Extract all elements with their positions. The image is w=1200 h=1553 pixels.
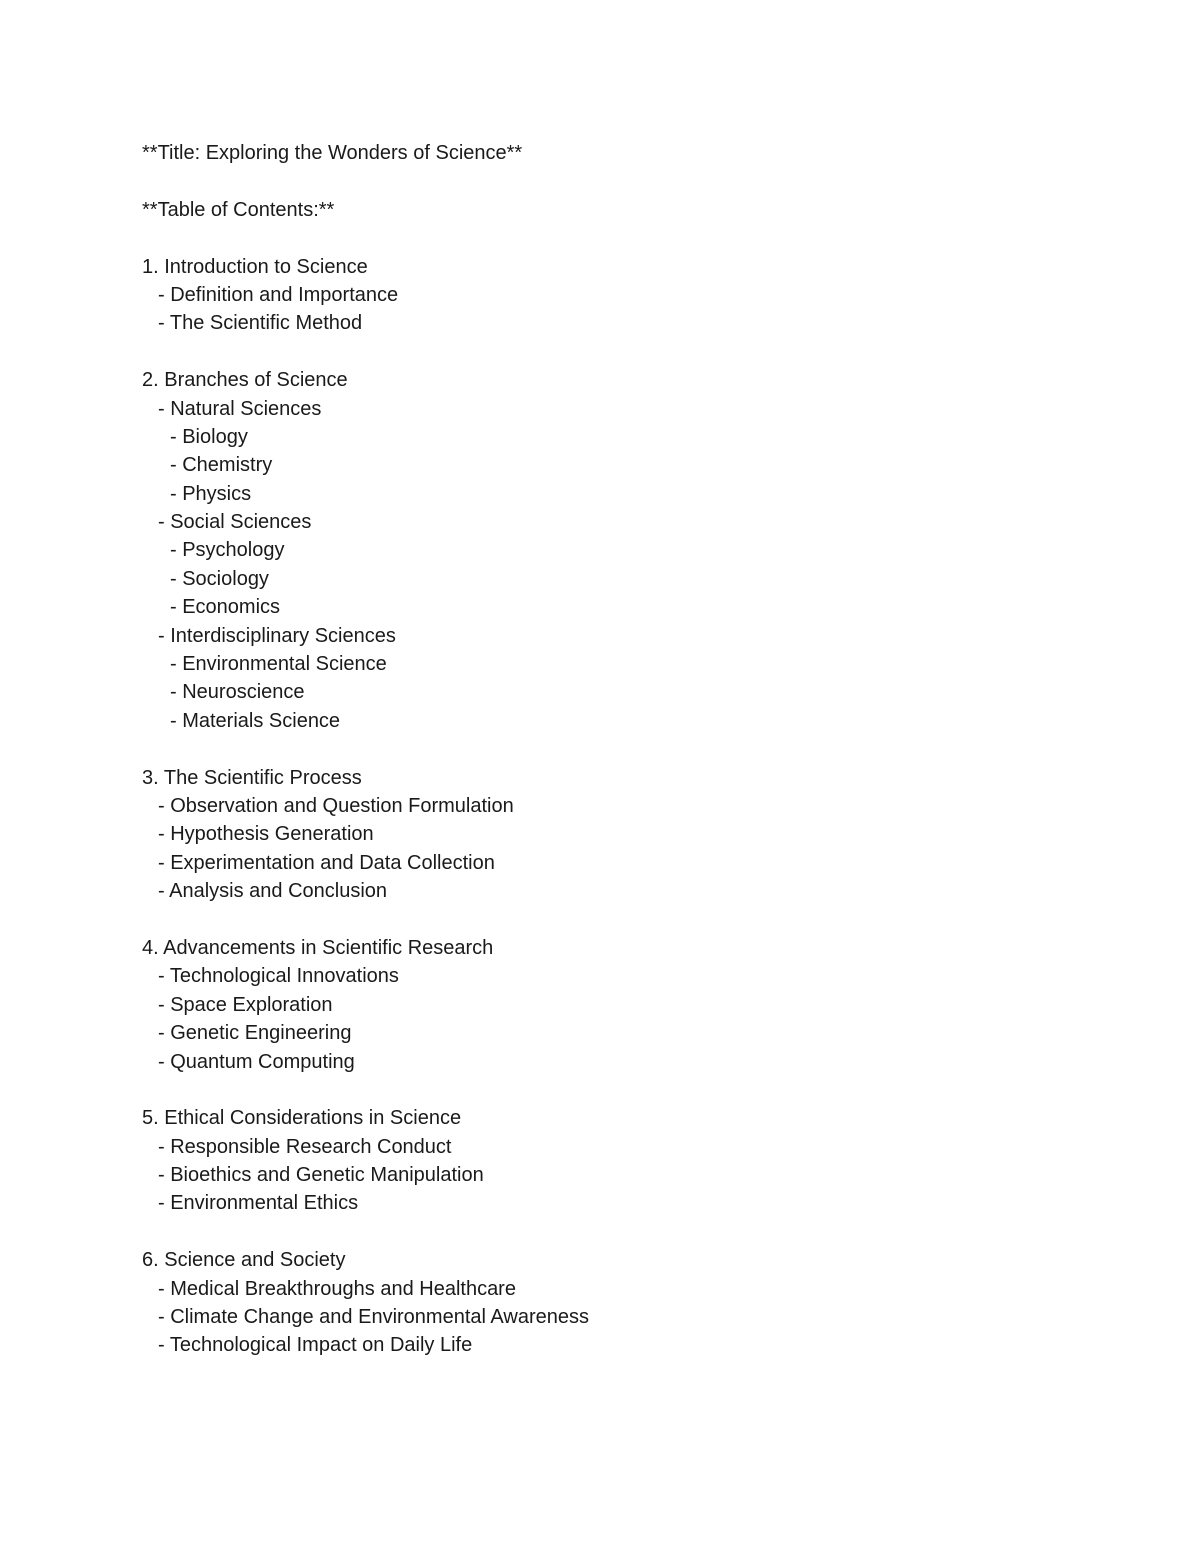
toc-item: - Definition and Importance: [158, 283, 399, 306]
toc-item: - Medical Breakthroughs and Healthcare: [158, 1277, 516, 1300]
blank-line: [142, 1218, 1142, 1246]
toc-item: - Technological Innovations: [158, 965, 399, 988]
section-heading: 2. Branches of Science: [142, 369, 348, 392]
toc-item: - Quantum Computing: [158, 1050, 355, 1073]
section-heading: 3. The Scientific Process: [142, 766, 362, 789]
toc-subitem: - Materials Science: [170, 709, 341, 732]
section-heading: 5. Ethical Considerations in Science: [142, 1107, 462, 1130]
blank-line: [142, 224, 1142, 252]
toc-item: - Experimentation and Data Collection: [158, 851, 495, 874]
section-heading: 1. Introduction to Science: [142, 255, 368, 278]
toc-subitem: - Chemistry: [170, 454, 273, 477]
toc-item: - Observation and Question Formulation: [158, 794, 514, 817]
section-heading: 4. Advancements in Scientific Research: [142, 936, 494, 959]
toc-subitem: - Physics: [170, 482, 252, 505]
toc-subitem: - Environmental Science: [170, 653, 387, 676]
toc-heading: **Table of Contents:**: [142, 198, 335, 221]
document-body: [142, 139, 1142, 1360]
section-heading: 6. Science and Society: [142, 1249, 346, 1272]
toc-item: - Technological Impact on Daily Life: [158, 1334, 473, 1357]
toc-subitem: - Sociology: [170, 567, 269, 590]
toc-subitem: - Economics: [170, 596, 281, 619]
blank-line: [142, 906, 1142, 934]
blank-line: [142, 1076, 1142, 1104]
toc-item: - Genetic Engineering: [158, 1022, 352, 1045]
toc-subitem: - Neuroscience: [170, 681, 305, 704]
blank-line: [142, 338, 1142, 366]
toc-item: - Natural Sciences: [158, 397, 322, 420]
toc-item: - Social Sciences: [158, 511, 312, 534]
toc-item: - Analysis and Conclusion: [158, 880, 388, 903]
toc-item: - Responsible Research Conduct: [158, 1135, 452, 1158]
toc-item: - Bioethics and Genetic Manipulation: [158, 1164, 484, 1187]
toc-item: - Interdisciplinary Sciences: [158, 624, 396, 647]
toc-item: - Environmental Ethics: [158, 1192, 359, 1215]
document-title: **Title: Exploring the Wonders of Science**: [142, 142, 523, 164]
toc-item: - The Scientific Method: [158, 312, 363, 335]
toc-item: - Space Exploration: [158, 993, 333, 1016]
toc-subitem: - Biology: [170, 425, 248, 448]
blank-line: [142, 735, 1142, 763]
blank-line: [142, 167, 1142, 195]
toc-subitem: - Psychology: [170, 539, 285, 562]
toc-item: - Hypothesis Generation: [158, 823, 374, 846]
toc-item: - Climate Change and Environmental Awareness: [158, 1306, 589, 1329]
